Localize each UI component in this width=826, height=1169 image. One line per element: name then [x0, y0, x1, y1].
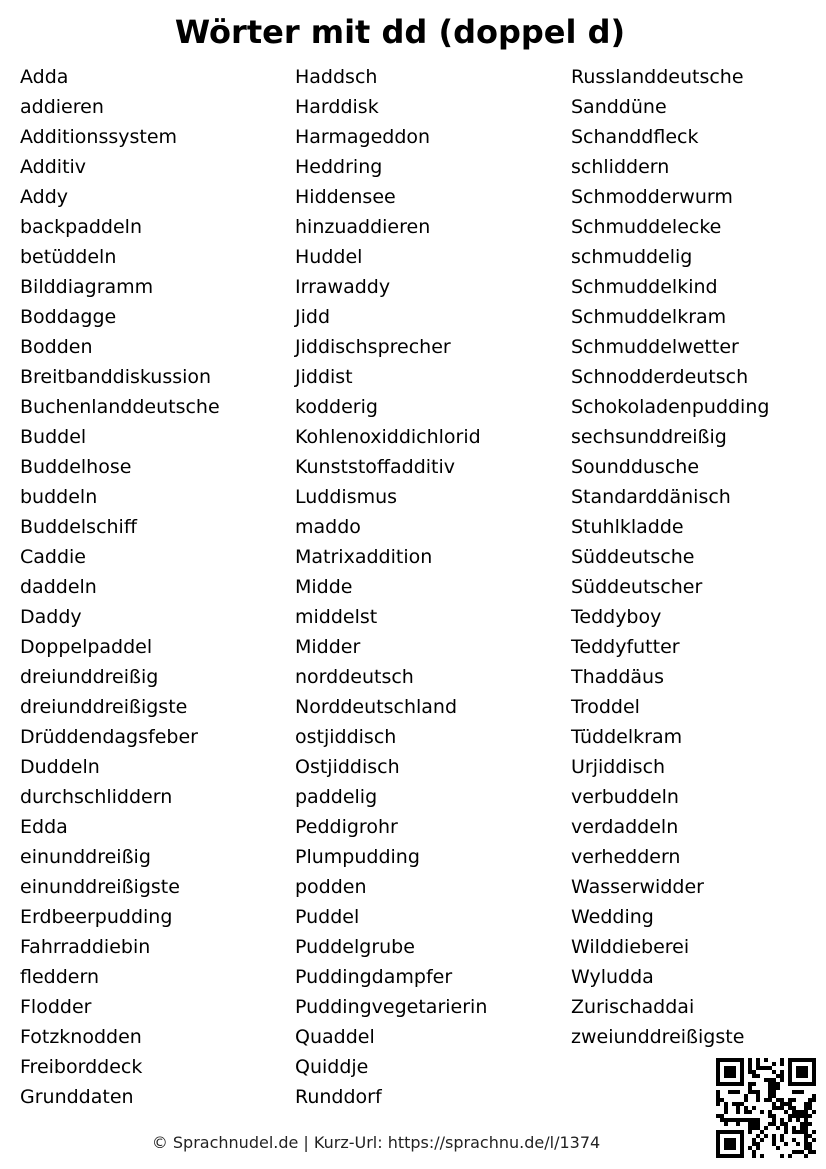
word-item: Schmuddelkind: [571, 276, 718, 298]
word-item: Runddorf: [295, 1086, 382, 1108]
word-item: schliddern: [571, 156, 670, 178]
word-item: Harddisk: [295, 96, 379, 118]
word-item: Matrixaddition: [295, 546, 433, 568]
word-item: Puddingdampfer: [295, 966, 453, 988]
word-item: Caddie: [20, 546, 86, 568]
word-item: Quiddje: [295, 1056, 369, 1078]
word-item: norddeutsch: [295, 666, 414, 688]
word-item: Haddsch: [295, 66, 378, 88]
word-item: Midder: [295, 636, 361, 658]
word-item: Norddeutschland: [295, 696, 458, 718]
word-item: Duddeln: [20, 756, 100, 778]
word-item: Puddel: [295, 906, 360, 928]
word-item: kodderig: [295, 396, 378, 418]
word-item: Schokoladenpudding: [571, 396, 770, 418]
word-item: Luddismus: [295, 486, 398, 508]
word-item: Jiddist: [295, 366, 353, 388]
word-item: Schmuddelwetter: [571, 336, 739, 358]
word-item: Heddring: [295, 156, 383, 178]
footer-credit: © Sprachnudel.de | Kurz-Url: https://sprachnu.de/l/1374: [151, 1133, 601, 1152]
word-item: Grunddaten: [20, 1086, 134, 1108]
word-item: Flodder: [20, 996, 92, 1018]
word-item: Jidd: [295, 306, 331, 328]
word-item: Teddyfutter: [571, 636, 680, 658]
word-item: Buchenlanddeutsche: [20, 396, 220, 418]
word-column-1: [20, 62, 220, 1112]
word-item: verheddern: [571, 846, 681, 868]
word-item: Teddyboy: [571, 606, 662, 628]
word-item: Fotzknodden: [20, 1026, 142, 1048]
word-item: Hiddensee: [295, 186, 396, 208]
word-item: Süddeutscher: [571, 576, 703, 598]
word-item: ostjiddisch: [295, 726, 397, 748]
word-item: Puddingvegetarierin: [295, 996, 488, 1018]
word-item: Fahrraddiebin: [20, 936, 151, 958]
word-item: einunddreißigste: [20, 876, 180, 898]
word-item: Addy: [20, 186, 69, 208]
word-item: einunddreißig: [20, 846, 151, 868]
word-item: Doppelpaddel: [20, 636, 153, 658]
word-item: Drüddendagsfeber: [20, 726, 198, 748]
word-item: verbuddeln: [571, 786, 679, 808]
word-item: Boddagge: [20, 306, 117, 328]
word-item: Wilddieberei: [571, 936, 690, 958]
word-item: Additionssystem: [20, 126, 178, 148]
word-item: Plumpudding: [295, 846, 420, 868]
word-item: daddeln: [20, 576, 97, 598]
word-item: addieren: [20, 96, 104, 118]
word-item: Kunststoffadditiv: [295, 456, 456, 478]
word-item: Puddelgrube: [295, 936, 415, 958]
word-item: Schmuddelecke: [571, 216, 722, 238]
word-item: dreiunddreißig: [20, 666, 159, 688]
word-item: paddelig: [295, 786, 378, 808]
word-item: Wedding: [571, 906, 654, 928]
word-item: Bodden: [20, 336, 93, 358]
word-item: Schmodderwurm: [571, 186, 733, 208]
word-item: Wasserwidder: [571, 876, 704, 898]
word-item: Buddelhose: [20, 456, 132, 478]
word-item: Adda: [20, 66, 69, 88]
word-column-3: [571, 62, 769, 1052]
word-item: Tüddelkram: [571, 726, 683, 748]
word-item: Peddigrohr: [295, 816, 398, 838]
word-item: Sounddusche: [571, 456, 700, 478]
word-item: betüddeln: [20, 246, 117, 268]
word-item: Wyludda: [571, 966, 654, 988]
word-item: sechsunddreißig: [571, 426, 727, 448]
word-item: Quaddel: [295, 1026, 375, 1048]
word-item: durchschliddern: [20, 786, 173, 808]
word-item: Huddel: [295, 246, 363, 268]
qr-code-icon: [716, 1058, 816, 1158]
word-item: Russlanddeutsche: [571, 66, 744, 88]
word-item: Edda: [20, 816, 68, 838]
word-item: Sanddüne: [571, 96, 667, 118]
word-item: Daddy: [20, 606, 82, 628]
word-item: Harmageddon: [295, 126, 431, 148]
word-item: Schmuddelkram: [571, 306, 727, 328]
word-item: Schnodderdeutsch: [571, 366, 749, 388]
word-item: Breitbanddiskussion: [20, 366, 212, 388]
word-item: Troddel: [571, 696, 640, 718]
page-title: Wörter mit dd (doppel d): [174, 13, 626, 51]
word-item: Schanddfleck: [571, 126, 699, 148]
word-item: Kohlenoxiddichlorid: [295, 426, 481, 448]
word-item: Buddel: [20, 426, 87, 448]
word-item: Bilddiagramm: [20, 276, 154, 298]
word-item: Erdbeerpudding: [20, 906, 173, 928]
word-item: maddo: [295, 516, 361, 538]
word-item: dreiunddreißigste: [20, 696, 188, 718]
word-item: Urjiddisch: [571, 756, 666, 778]
word-item: Thaddäus: [571, 666, 664, 688]
word-item: Additiv: [20, 156, 87, 178]
word-item: Freiborddeck: [20, 1056, 143, 1078]
word-item: Jiddischsprecher: [295, 336, 451, 358]
word-item: verdaddeln: [571, 816, 679, 838]
word-item: fleddern: [20, 966, 99, 988]
word-item: Ostjiddisch: [295, 756, 400, 778]
word-column-2: [295, 62, 487, 1112]
word-item: Standarddänisch: [571, 486, 731, 508]
word-item: Buddelschiff: [20, 516, 137, 538]
word-item: schmuddelig: [571, 246, 693, 268]
word-item: backpaddeln: [20, 216, 142, 238]
word-item: zweiunddreißigste: [571, 1026, 745, 1048]
word-item: Stuhlkladde: [571, 516, 684, 538]
word-item: Zurischaddai: [571, 996, 695, 1018]
word-item: podden: [295, 876, 367, 898]
word-item: hinzuaddieren: [295, 216, 431, 238]
word-item: Irrawaddy: [295, 276, 391, 298]
word-item: buddeln: [20, 486, 98, 508]
word-item: middelst: [295, 606, 378, 628]
word-item: Süddeutsche: [571, 546, 695, 568]
word-item: Midde: [295, 576, 353, 598]
